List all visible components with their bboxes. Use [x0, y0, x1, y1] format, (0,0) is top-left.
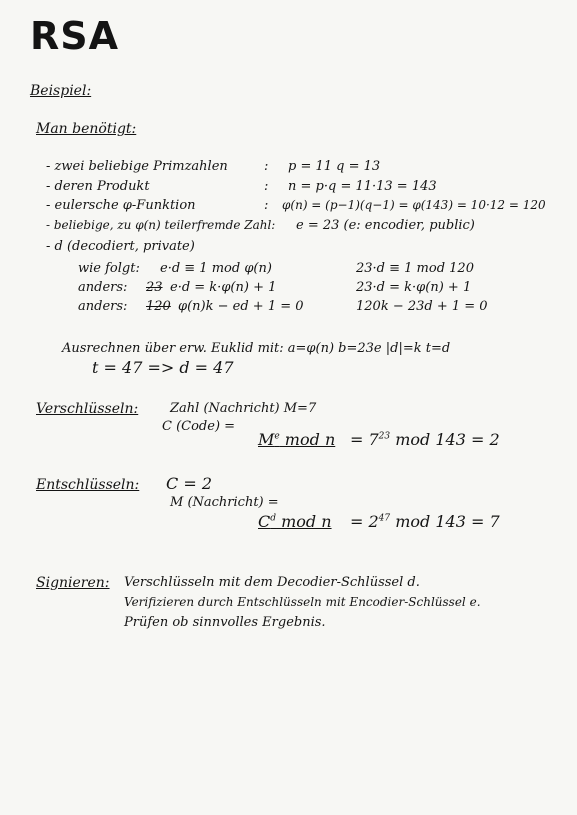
anders-example: 120k − 23d + 1 = 0 — [356, 299, 488, 314]
row-label: - deren Produkt — [46, 179, 150, 194]
example-heading: Beispiel: — [30, 83, 92, 99]
euklid-line: Ausrechnen über erw. Euklid mit: a=φ(n) b=23e |d|=k t=d — [62, 341, 451, 356]
anders-label: anders: — [78, 299, 128, 314]
decrypt-line2: M (Nachricht) = — [170, 495, 279, 510]
row-colon: : — [264, 159, 269, 174]
anders-formula: e·d = k·φ(n) + 1 — [170, 280, 277, 295]
sign-heading: Signieren: — [36, 575, 110, 591]
anders-formula: φ(n)k − ed + 1 = 0 — [178, 299, 304, 314]
wie-folgt-label: wie folgt: — [78, 261, 140, 276]
decrypt-heading: Entschlüsseln: — [36, 477, 140, 493]
euklid-result: t = 47 => d = 47 — [92, 358, 234, 377]
decrypt-line1: C = 2 — [166, 474, 212, 493]
encrypt-line2: C (Code) = — [162, 419, 236, 434]
requirements-heading: Man benötigt: — [36, 121, 137, 137]
d-definition: - d (decodiert, private) — [46, 239, 195, 254]
encrypt-formula: Me mod n — [258, 430, 336, 449]
crossed-value: 23 — [146, 280, 163, 295]
row-colon: : — [264, 179, 269, 194]
wie-folgt-example: 23·d ≡ 1 mod 120 — [356, 261, 474, 276]
encrypt-line1: Zahl (Nachricht) M=7 — [170, 401, 317, 416]
row-value: p = 11 q = 13 — [288, 159, 381, 174]
row-value: φ(n) = (p−1)(q−1) = φ(143) = 10·12 = 120 — [282, 198, 546, 212]
decrypt-formula: $C^d$ mod n — [258, 512, 332, 531]
encrypt-result: = $7^{23}$ mod 143 = 2 — [350, 430, 500, 449]
anders-label: anders: — [78, 280, 128, 295]
row-label: - zwei beliebige Primzahlen — [46, 159, 228, 174]
sign-line3: Prüfen ob sinnvolles Ergebnis. — [124, 615, 326, 630]
row-label: - eulersche φ-Funktion — [46, 198, 196, 213]
anders-example: 23·d = k·φ(n) + 1 — [356, 280, 472, 295]
decrypt-result: = $2^{47}$ mod 143 = 7 — [350, 512, 500, 531]
encrypt-heading: Verschlüsseln: — [36, 401, 139, 417]
wie-folgt-formula: e·d ≡ 1 mod φ(n) — [160, 261, 272, 276]
row-colon: : — [264, 198, 269, 213]
crossed-value: 120 — [146, 299, 171, 314]
page-title: RSA — [30, 14, 120, 58]
sign-line2: Verifizieren durch Entschlüsseln mit Encodier-Schlüssel e. — [124, 595, 481, 609]
row-value: n = p·q = 11·13 = 143 — [288, 179, 437, 194]
row-label: - beliebige, zu φ(n) teilerfremde Zahl: — [46, 218, 276, 232]
row-value: e = 23 (e: encodier, public) — [296, 218, 475, 233]
sign-line1: Verschlüsseln mit dem Decodier-Schlüssel d. — [124, 575, 420, 590]
